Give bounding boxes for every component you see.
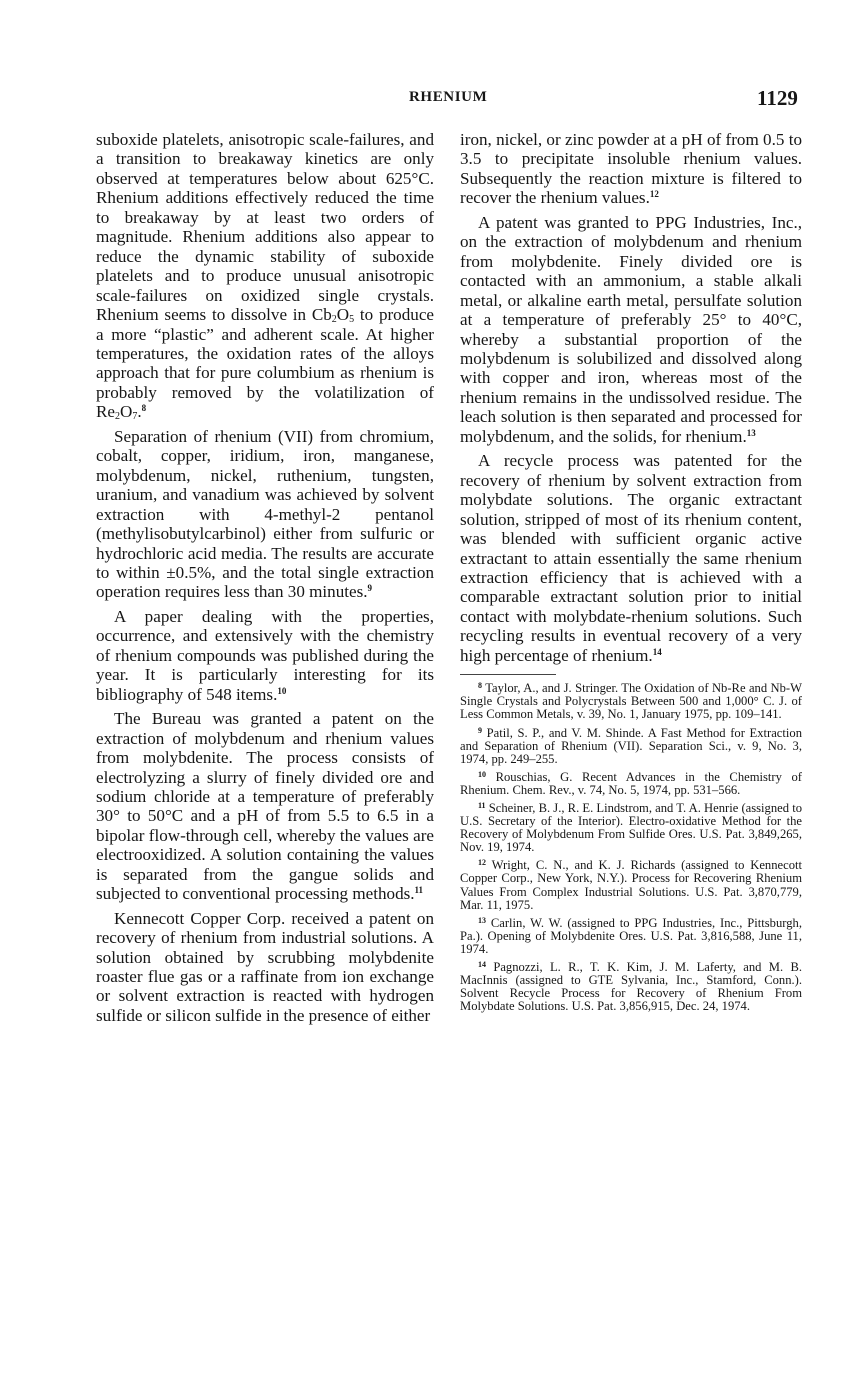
footnotes — [460, 682, 802, 1013]
footnote-8 — [460, 682, 802, 721]
paragraph-separation — [96, 427, 434, 602]
running-head: RHENIUM — [409, 89, 488, 105]
footnote-text: Wright, C. N., and K. J. Richards (assigned to Kennecott Copper Corp., New York, N.Y.). Process for Recovering Rhenium Values From Complex Industrial Solutions. U.S. Pat. 3,870,779, Mar. 11, 1975. — [460, 858, 803, 912]
paragraph-text: A paper dealing with the properties, occurrence, and extensively with the chemistry of rhenium compounds was published during the year. It is particularly interesting for its bibliography of 548 items. — [96, 606, 434, 704]
footnote-ref: 9 — [367, 583, 373, 594]
footnote-ref: 10 — [277, 685, 287, 696]
footnote-14 — [460, 961, 802, 1013]
footnote-number: 13 — [478, 915, 486, 925]
subscript: 2 — [331, 314, 337, 326]
footnote-ref: 14 — [652, 646, 662, 657]
paragraph-kennecott-continued — [460, 130, 802, 208]
paragraph-text: A recycle process was patented for the recovery of rhenium by solvent extraction from molybdate solutions. The organic extractant solution, stripped of most of its rhenium content, was blended with sufficient organic active extractant to attain essentially the same rhenium extraction efficiency that is achieved with a comparable extractant solution prior to initial contact with molybdate-rhenium solutions. Such recycling results in eventual recovery of a very high percentage of rhenium. — [460, 451, 802, 665]
footnote-number: 9 — [478, 725, 482, 735]
paragraph-kennecott — [96, 909, 434, 1026]
footnote-text: Patil, S. P., and V. M. Shinde. A Fast Method for Extraction and Separation of Rhenium (VII). Separation Sci., v. 9, No. 3, 1974, pp. 249–255. — [460, 725, 802, 766]
footnote-number: 12 — [478, 858, 486, 868]
paragraph-text: O — [120, 402, 133, 422]
footnote-10 — [460, 771, 802, 797]
footnote-text: Scheiner, B. J., R. E. Lindstrom, and T. A. Henrie (assigned to U.S. Secretary of the Interior). Electro-oxidative Method for the Recovery of Molybdenum From Sulfide Ores. U.S. Pat. 3,849,265, Nov. 19, 1974. — [460, 800, 802, 855]
footnote-number: 11 — [478, 800, 486, 810]
subscript: 5 — [349, 314, 355, 326]
paragraph-text: iron, nickel, or zinc powder at a pH of from 0.5 to 3.5 to precipitate insoluble rhenium values. Subsequently the reaction mixture is filtered to recover the rhenium values. — [460, 130, 802, 208]
paragraph-bureau-patent — [96, 709, 434, 904]
paragraph-text: Separation of rhenium (VII) from chromium, cobalt, copper, iridium, iron, manganese, molybdenum, nickel, ruthenium, tungsten, uranium, and vanadium was achieved by solvent extraction with 4-methyl-2 pentanol (methylisobutylcarbinol) either from sulfuric or hydrochloric acid media. The results are accurate to within ±0.5%, and the total single extraction operation requires less than 30 minutes. — [96, 426, 434, 602]
paragraph-text: The Bureau was granted a patent on the extraction of molybdenum and rhenium values from molybdenite. The process consists of electrolyzing a slurry of finely divided ore and sodium chloride at a temperature of preferably 30° to 50°C and a pH of from 5.5 to 6.5 in a bipolar flow-through cell, whereby the values are electrooxidized. A solution containing the values is separated from the gangue solids and subjected to conventional processing methods. — [96, 709, 434, 904]
footnote-ref: 12 — [649, 189, 659, 200]
paragraph-text: Kennecott Copper Corp. received a patent on recovery of rhenium from industrial solutions. A solution obtained by scrubbing molybdenite roaster flue gas or a raffinate from ion exchange or solvent extraction is reacted with hydrogen sulfide or silicon sulfide in the presence of either — [96, 908, 434, 1025]
paragraph-ppg-patent — [460, 213, 802, 446]
footnote-13 — [460, 917, 802, 956]
footnote-12 — [460, 859, 802, 911]
footnote-text: Carlin, W. W. (assigned to PPG Industries, Inc., Pittsburgh, Pa.). Opening of Molybdenite Ores. U.S. Pat. 3,816,588, June 11, 1974. — [460, 915, 802, 956]
subscript: 7 — [132, 411, 138, 423]
footnote-9 — [460, 727, 802, 766]
right-column — [460, 130, 802, 1018]
footnote-divider — [460, 674, 556, 675]
footnote-ref: 11 — [414, 885, 424, 896]
footnote-ref: 13 — [746, 427, 756, 438]
left-column — [96, 130, 434, 1030]
paragraph-oxidation-continued — [96, 130, 434, 422]
footnote-ref: 8 — [141, 403, 147, 414]
footnote-number: 8 — [478, 681, 482, 691]
footnote-text: Pagnozzi, L. R., T. K. Kim, J. M. Laferty, and M. B. MacInnis (assigned to GTE Sylvania, Inc., Stamford, Conn.). Solvent Recycle Process for Recovery of Rhenium From Molybdate Solutions. U.S. Pat. 3,856,915, Dec. 24, 1974. — [460, 960, 802, 1014]
footnote-text: Taylor, A., and J. Stringer. The Oxidation of Nb-Re and Nb-W Single Crystals and Polycrystals Between 500 and 1,000° C. J. of Less Common Metals, v. 39, No. 1, January 1975, pp. 109–141. — [460, 681, 803, 722]
paragraph-text: to produce a more “plastic” and adherent scale. At higher temperatures, the oxidation rates of the alloys approach that for pure columbium as rhenium is probably removed by the volatilization of Re — [96, 305, 434, 422]
page-number: 1129 — [757, 86, 798, 110]
paragraph-review-paper — [96, 607, 434, 704]
footnote-number: 10 — [478, 769, 486, 779]
paragraph-text: A patent was granted to PPG Industries, Inc., on the extraction of molybdenum and rhenium from molybdenite. Finely divided ore is contacted with an ammonium, a stable alkali metal, or alkaline earth metal, persulfate solution at a temperature of preferably 25° to 40°C, whereby a substantial proportion of the molybdenum is solubilized and dissolved along with copper and iron, whereas most of the rhenium remains in the undissolved residue. The leach solution is then separated and processed for molybdenum, and the solids, for rhenium. — [460, 212, 802, 446]
paragraph-text: O — [336, 305, 350, 325]
footnote-text: Rouschias, G. Recent Advances in the Chemistry of Rhenium. Chem. Rev., v. 74, No. 5, 1974, pp. 531–566. — [460, 769, 802, 797]
paragraph-text: . — [137, 402, 142, 422]
footnote-number: 14 — [478, 960, 486, 970]
footnote-11 — [460, 802, 802, 854]
paragraph-recycle-process — [460, 451, 802, 665]
paragraph-text: suboxide platelets, anisotropic scale-failures, and a transition to breakaway kinetics are only observed at temperatures below about 625°C. Rhenium additions effectively reduced the time to breakaway by at least two orders of magnitude. Rhenium additions also appear to reduce the dynamic stability of suboxide platelets and to produce unusual anisotropic scale-failures on oxidized single crystals. Rhenium seems to dissolve in Cb — [96, 130, 434, 325]
subscript: 2 — [115, 411, 120, 423]
